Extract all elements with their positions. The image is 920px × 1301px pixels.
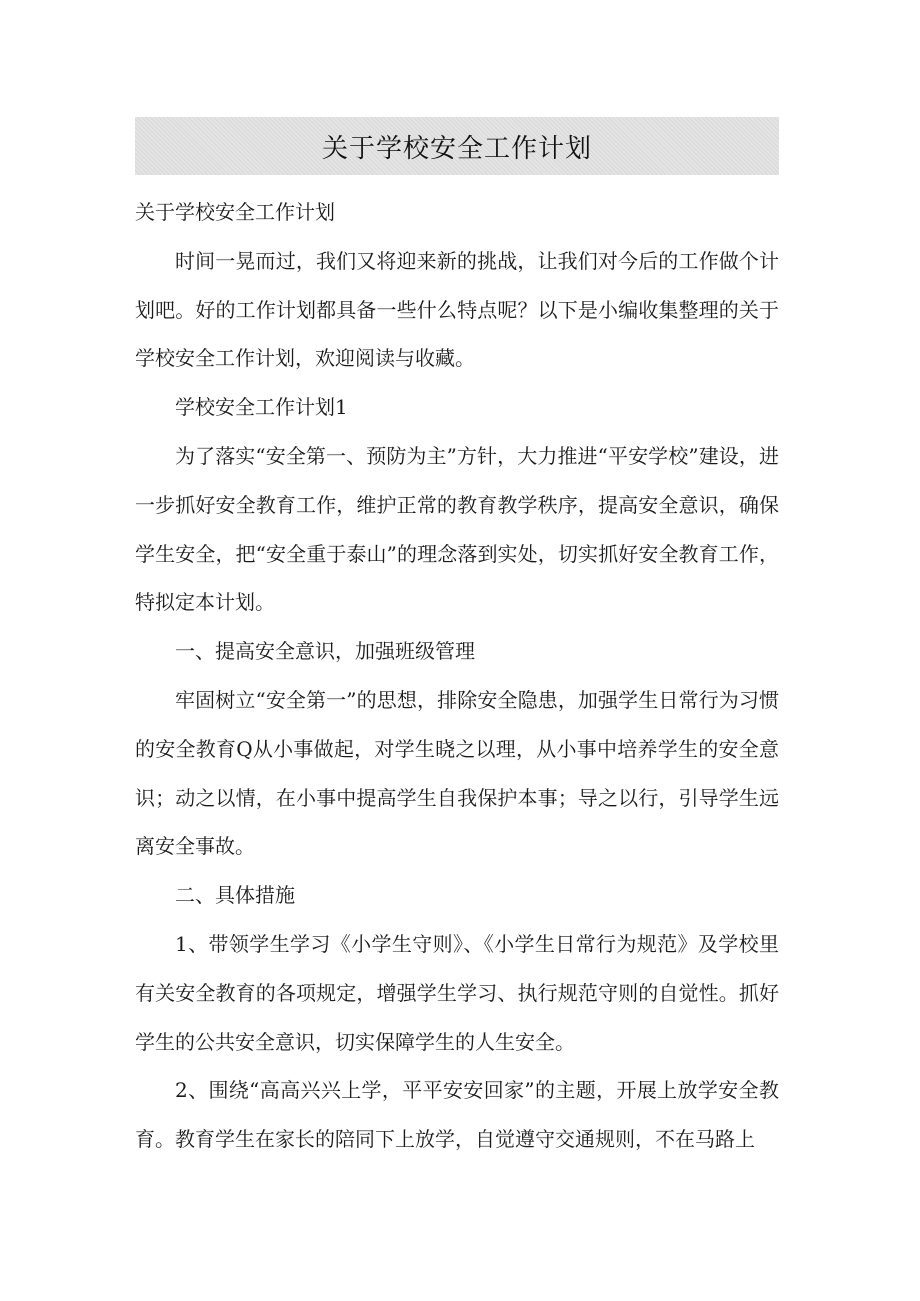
paragraph-purpose: 为了落实“安全第一、预防为主”方针，大力推进“平安学校”建设，进一步抓好安全教育工作，维护正常的教育教学秩序，提高安全意识，确保学生安全，把“安全重于泰山”的理念落到实处，切实抓好安全教育工作，特拟定本计划。 — [135, 443, 779, 615]
document-body — [135, 188, 779, 1164]
paragraph-measure-2: 2、围绕“高高兴兴上学，平平安安回家”的主题，开展上放学安全教育。教育学生在家长的陪同下上放学，自觉遵守交通规则，不在马路上 — [135, 1078, 779, 1152]
document-subtitle: 关于学校安全工作计划 — [135, 200, 335, 224]
paragraph-measure-1: 1、带领学生学习《小学生守则》、《小学生日常行为规范》及学校里有关安全教育的各项规定，增强学生学习、执行规范守则的自觉性。抓好学生的公共安全意识，切实保障学生的人生安全。 — [135, 931, 779, 1054]
section-heading-1: 一、提高安全意识，加强班级管理 — [175, 639, 475, 664]
paragraph-awareness: 牢固树立“安全第一”的思想，排除安全隐患，加强学生日常行为习惯的安全教育Q从小事做起，对学生晓之以理，从小事中培养学生的安全意识；动之以情，在小事中提高学生自我保护本事；导之以行，引导学生远离安全事故。 — [135, 687, 779, 859]
document-title: 关于学校安全工作计划 — [321, 133, 592, 164]
section-heading-2: 二、具体措施 — [175, 883, 295, 908]
title-banner — [135, 117, 779, 175]
section-heading-plan-1: 学校安全工作计划1 — [175, 395, 348, 420]
paragraph-intro: 时间一晃而过，我们又将迎来新的挑战，让我们对今后的工作做个计划吧。好的工作计划都具备一些什么特点呢？以下是小编收集整理的关于学校安全工作计划，欢迎阅读与收藏。 — [135, 248, 779, 371]
